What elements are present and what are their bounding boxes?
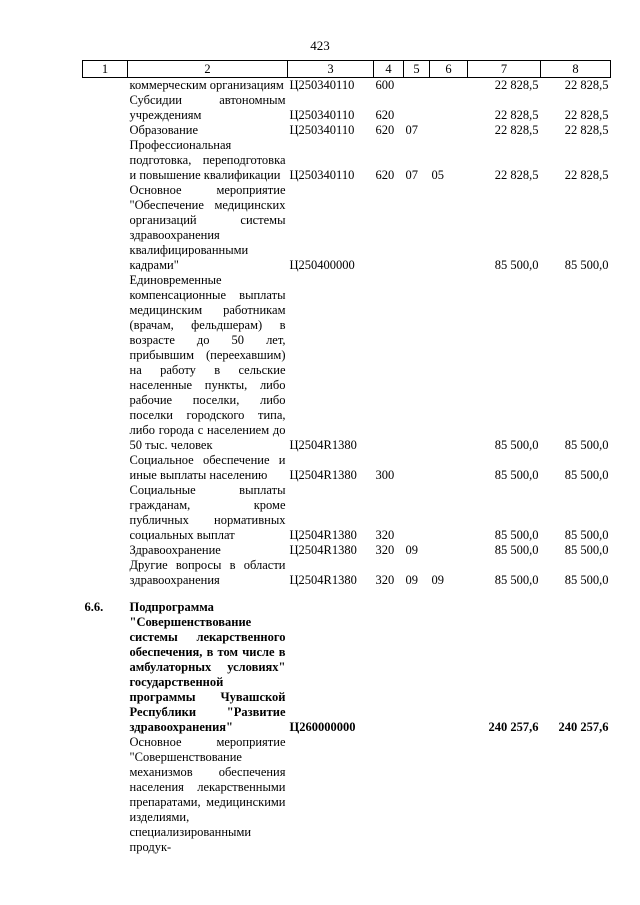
- row-section: [404, 273, 430, 453]
- row-amount-col7: 85 500,0: [494, 468, 539, 482]
- row-amount-col8: 240 257,6: [558, 720, 609, 734]
- row-expense-type: [374, 183, 404, 273]
- table-header-row: [83, 61, 611, 78]
- page-number: 423: [310, 38, 330, 53]
- row-number: [83, 453, 128, 483]
- row-amount-col8: 85 500,0: [564, 258, 609, 272]
- table-row: [83, 558, 611, 588]
- row-amount-col7: 22 828,5: [494, 123, 539, 137]
- row-section: [404, 483, 430, 543]
- row-description: Социальное обеспечение и иные выплаты населению: [129, 453, 286, 482]
- row-expense-type: 320: [375, 528, 395, 542]
- row-amount-col8: 22 828,5: [564, 78, 609, 92]
- row-section: 09: [405, 573, 418, 587]
- row-expense-type: 300: [375, 468, 395, 482]
- row-section: [404, 735, 430, 855]
- row-description: Субсидии автономным учреждениям: [129, 93, 286, 122]
- row-code: Ц2504R1380: [289, 573, 357, 587]
- row-amount-col7: 22 828,5: [494, 108, 539, 122]
- table-row: [83, 183, 611, 273]
- row-amount-col7: 22 828,5: [494, 168, 539, 182]
- row-subsection: [430, 543, 468, 558]
- row-section: 09: [405, 543, 418, 557]
- row-amount-col8: 22 828,5: [564, 123, 609, 137]
- row-expense-type: 600: [375, 78, 395, 92]
- row-description: Другие вопросы в области здравоохранения: [129, 558, 286, 587]
- row-code: Ц2504R1380: [289, 468, 357, 482]
- row-subsection: 05: [431, 168, 444, 182]
- table-row: [83, 453, 611, 483]
- row-number: [83, 93, 128, 123]
- table-row: [83, 273, 611, 453]
- row-amount-col7: 85 500,0: [494, 573, 539, 587]
- row-code: Ц2504R1380: [289, 528, 357, 542]
- header-col-8: 8: [541, 61, 611, 78]
- row-amount-col7: 22 828,5: [494, 78, 539, 92]
- row-code: Ц250400000: [289, 258, 355, 272]
- row-number: [83, 78, 128, 94]
- row-amount-col8: 85 500,0: [564, 468, 609, 482]
- row-expense-type: [374, 600, 404, 735]
- row-description: Образование: [129, 123, 199, 137]
- row-expense-type: [374, 273, 404, 453]
- row-amount-col8: 85 500,0: [564, 438, 609, 452]
- row-code: Ц2504R1380: [289, 543, 357, 557]
- row-expense-type: 620: [375, 168, 395, 182]
- table-row: [83, 78, 611, 94]
- table-row: [83, 123, 611, 138]
- row-code: Ц2504R1380: [289, 438, 357, 452]
- row-description: Единовременные компенсационные выплаты медицинским работникам (врачам, фельдшерам) в возрасте до 50 лет, прибывшим (переехавшим) на работу в сельские населенные пункты, либо рабочие поселки, либо поселки городского типа, либо города с населением до 50 тыс. человек: [129, 273, 286, 452]
- row-number: [83, 543, 128, 558]
- row-number: [83, 273, 128, 453]
- section-spacer: [83, 588, 611, 600]
- row-amount-col8: 22 828,5: [564, 108, 609, 122]
- row-subsection: [430, 78, 468, 94]
- row-amount-col8: [541, 735, 611, 855]
- row-code: Ц250340110: [289, 108, 355, 122]
- row-section: 07: [405, 123, 418, 137]
- spacer-cell: [83, 588, 611, 600]
- table-row: [83, 543, 611, 558]
- row-number: [83, 183, 128, 273]
- header-col-3: 3: [288, 61, 374, 78]
- row-expense-type: 320: [375, 573, 395, 587]
- row-section: [404, 93, 430, 123]
- table-row: [83, 138, 611, 183]
- row-description: Здравоохранение: [129, 543, 221, 557]
- row-code: Ц250340110: [289, 123, 355, 137]
- row-section: [404, 183, 430, 273]
- row-subsection: [430, 93, 468, 123]
- row-description: Профессиональная подготовка, переподготовка и повышение квалификации: [129, 138, 286, 182]
- row-number: [83, 735, 128, 855]
- header-col-6: 6: [430, 61, 468, 78]
- row-subsection: [430, 600, 468, 735]
- row-subsection: [430, 483, 468, 543]
- row-expense-type: [374, 735, 404, 855]
- row-amount-col7: 85 500,0: [494, 543, 539, 557]
- row-number: [83, 123, 128, 138]
- row-expense-type: 620: [375, 108, 395, 122]
- row-section: [404, 453, 430, 483]
- row-section: [404, 78, 430, 94]
- row-number: [83, 483, 128, 543]
- row-code: [288, 735, 374, 855]
- row-description: Основное мероприятие "Совершенствование механизмов обеспечения населения лекарственными препаратами, медицинскими изделиями, специализированными продук-: [129, 735, 286, 854]
- table-row: [83, 483, 611, 543]
- row-description: Основное мероприятие "Обеспечение медицинских организаций системы здравоохранения квалифицированными кадрами": [129, 183, 286, 272]
- header-col-1: 1: [83, 61, 128, 78]
- header-col-7: 7: [468, 61, 541, 78]
- row-amount-col7: [468, 735, 541, 855]
- row-amount-col7: 85 500,0: [494, 528, 539, 542]
- row-code: Ц250340110: [289, 168, 355, 182]
- row-expense-type: 320: [375, 543, 395, 557]
- table-row: [83, 735, 611, 855]
- row-subsection: [430, 273, 468, 453]
- row-number: [83, 138, 128, 183]
- row-subsection: [430, 183, 468, 273]
- row-amount-col8: 85 500,0: [564, 528, 609, 542]
- row-amount-col7: 240 257,6: [488, 720, 539, 734]
- row-description: коммерческим организациям: [129, 78, 284, 92]
- row-subsection: [430, 735, 468, 855]
- table-row: [83, 600, 611, 735]
- budget-table: [82, 60, 611, 855]
- row-amount-col7: 85 500,0: [494, 258, 539, 272]
- row-number: 6.6.: [84, 600, 104, 614]
- row-code: Ц260000000: [289, 720, 356, 734]
- header-col-5: 5: [404, 61, 430, 78]
- header-col-4: 4: [374, 61, 404, 78]
- row-subsection: 09: [431, 573, 444, 587]
- row-amount-col8: 85 500,0: [564, 543, 609, 557]
- header-col-2: 2: [128, 61, 288, 78]
- row-number: [83, 558, 128, 588]
- row-code: Ц250340110: [289, 78, 355, 92]
- row-subsection: [430, 453, 468, 483]
- row-expense-type: 620: [375, 123, 395, 137]
- row-description: Социальные выплаты гражданам, кроме публичных нормативных социальных выплат: [129, 483, 286, 542]
- row-description: Подпрограмма "Совершенствование системы лекарственного обеспечения, в том числе в амбулаторных условиях" государственной программы Чувашской Республики "Развитие здравоохранения": [129, 600, 286, 734]
- row-subsection: [430, 123, 468, 138]
- row-amount-col8: 85 500,0: [564, 573, 609, 587]
- row-amount-col8: 22 828,5: [564, 168, 609, 182]
- table-row: [83, 93, 611, 123]
- row-amount-col7: 85 500,0: [494, 438, 539, 452]
- row-section: [404, 600, 430, 735]
- row-section: 07: [405, 168, 418, 182]
